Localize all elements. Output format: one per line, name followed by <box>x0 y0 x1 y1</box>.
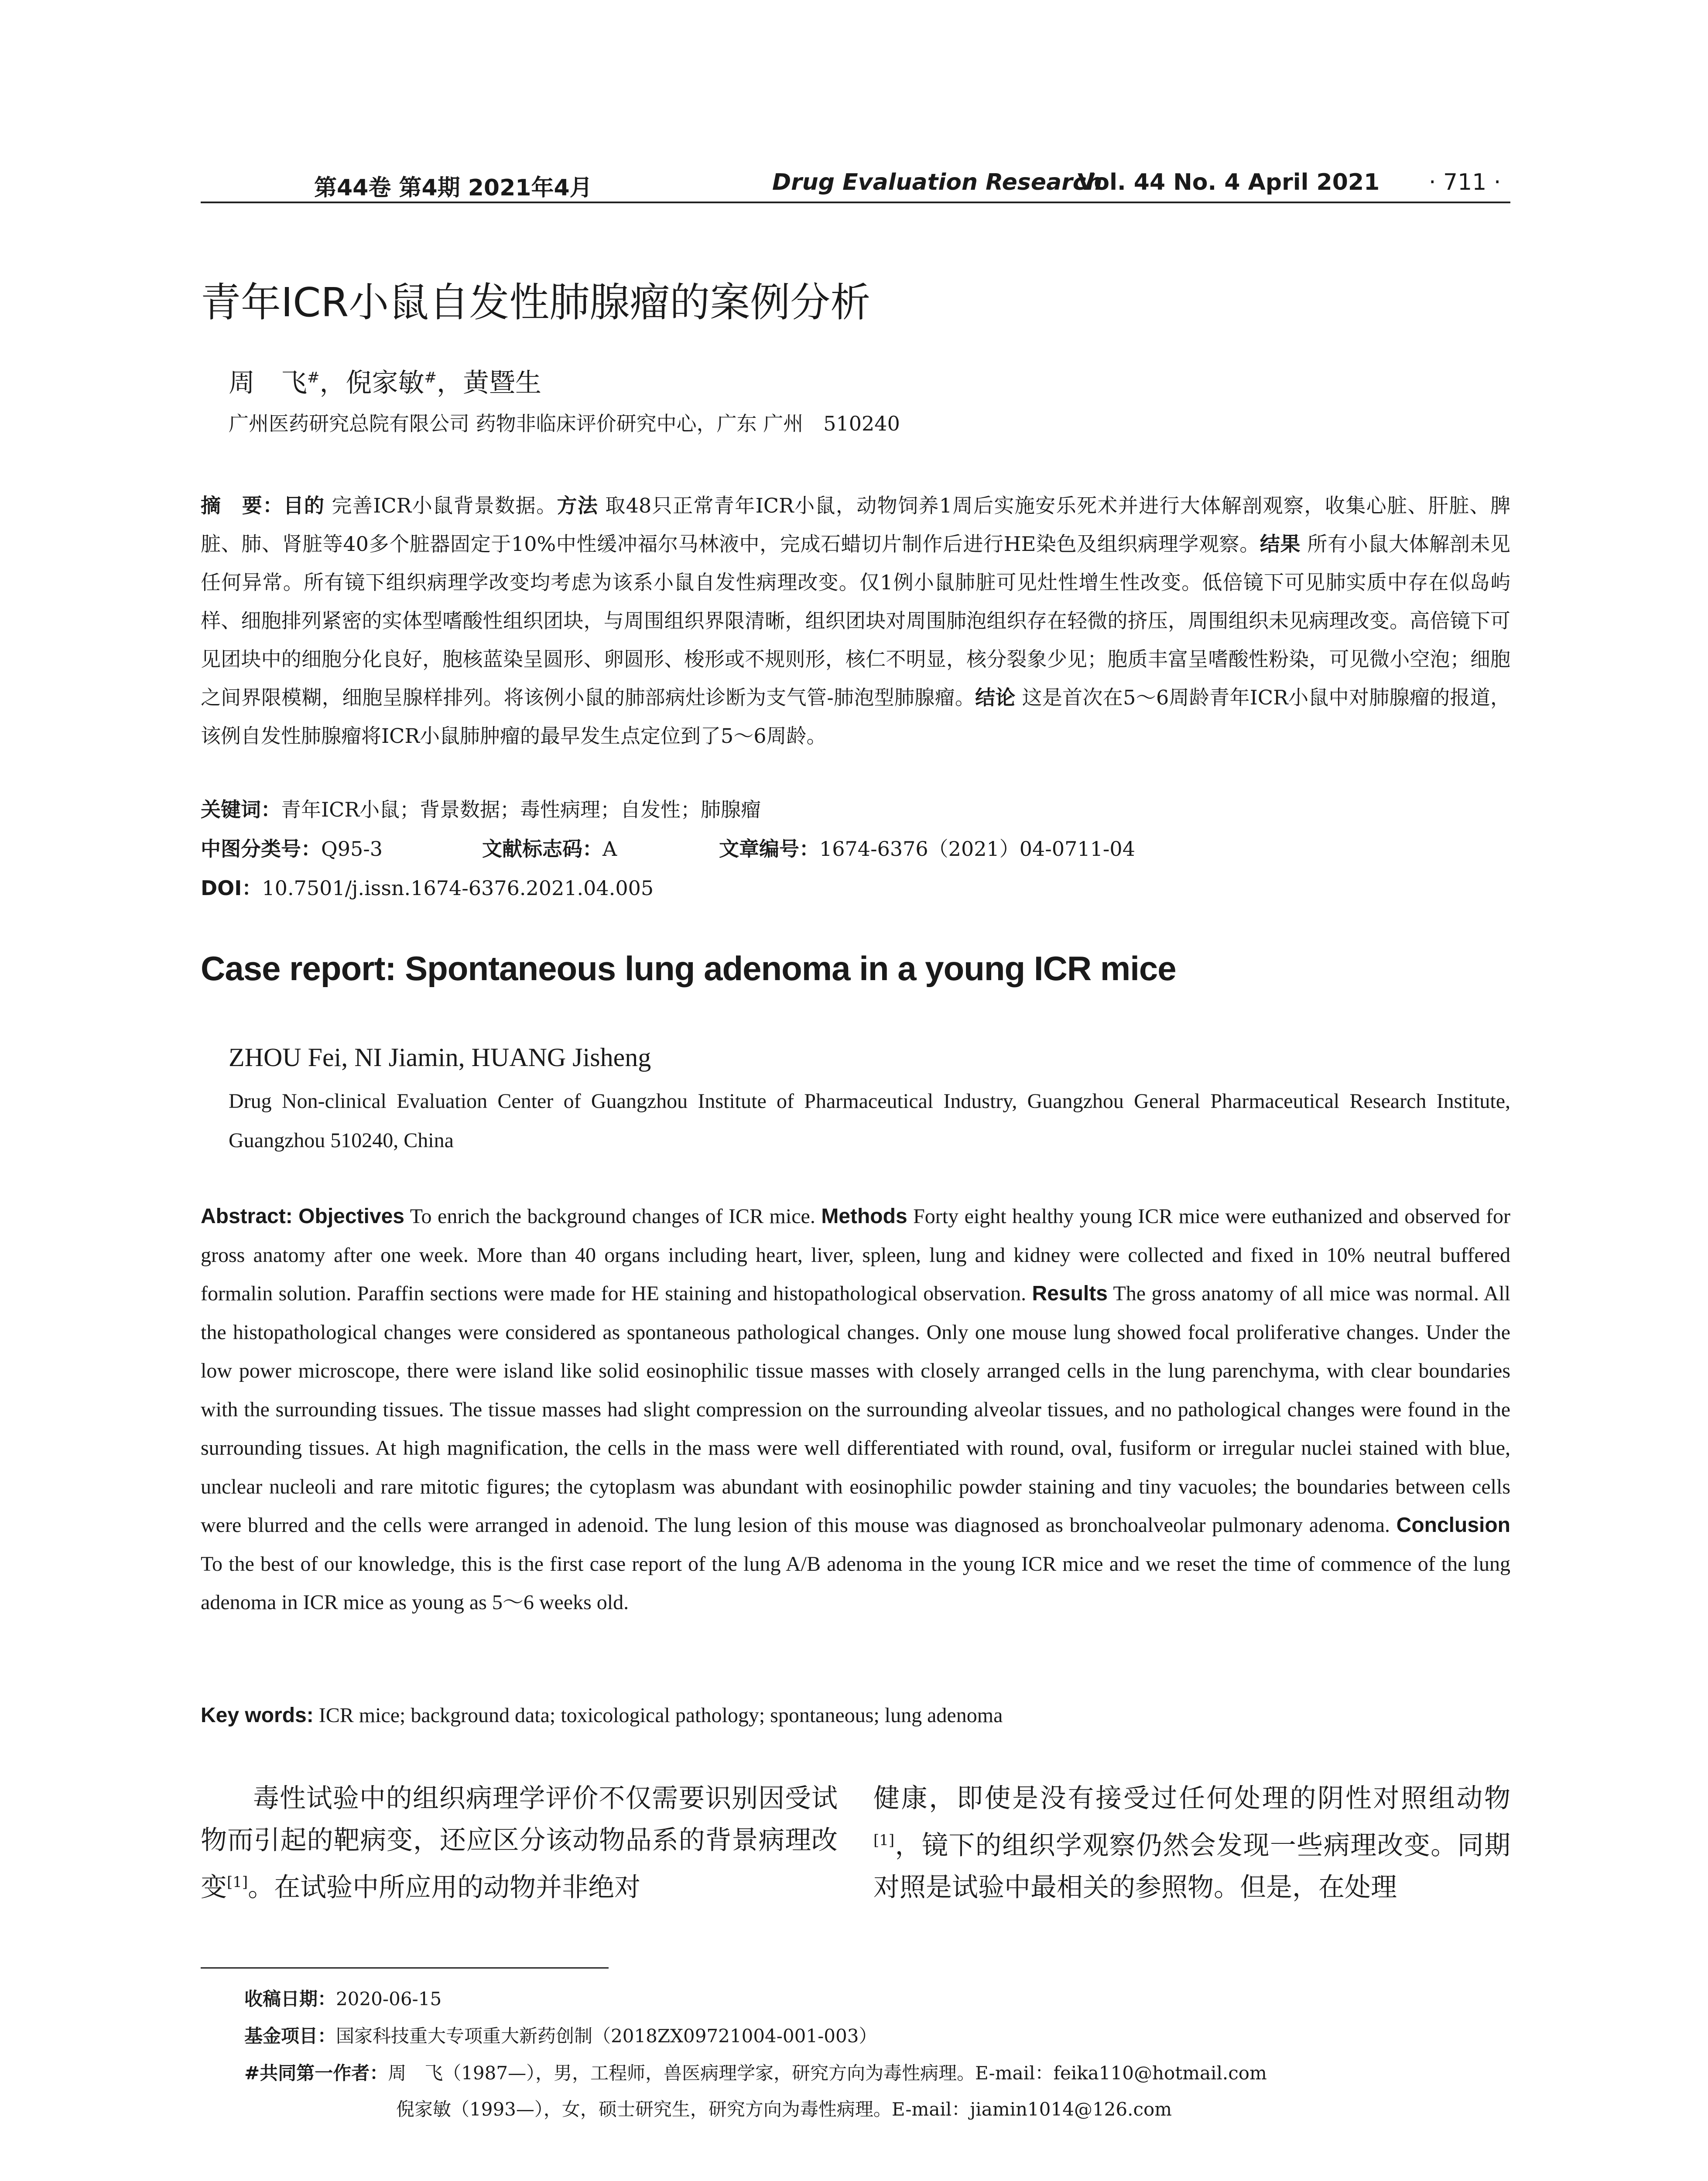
conclusion-label-zh: 结论 <box>975 686 1016 709</box>
methods-label-en: Methods <box>821 1205 907 1228</box>
affiliation-en: Drug Non-clinical Evaluation Center of Guangzhou Institute of Pharmaceutical Industry, Guangzhou General Pharmaceutical Research Institute, Guangzhou 510240, China <box>229 1090 1510 1152</box>
body-right-text-cont: ，镜下的组织学观察仍然会发现一些病理改变。同期对照是试验中最相关的参照物。但是，在处理 <box>873 1830 1510 1903</box>
methods-text-zh: 取48只正常青年ICR小鼠，动物饲养1周后实施安乐死术并进行大体解剖观察，收集心脏、肝脏、脾脏、肺、肾脏等40多个脏器固定于10%中性缓冲福尔马林液中，完成石蜡切片制作后进行HE染色及组织病理学观察。 <box>201 494 1511 556</box>
doc-code <box>482 833 617 862</box>
results-text-zh: 所有小鼠大体解剖未见任何异常。所有镜下组织病理学改变均考虑为该系小鼠自发性病理改变。仅1例小鼠肺脏可见灶性增生性改变。低倍镜下可见肺实质中存在似岛屿样、细胞排列紧密的实体型嗜酸性组织团块，与周围组织界限清晰，组织团块对周围肺泡组织存在轻微的挤压，周围组织未见病理改变。高倍镜下可见团块中的细胞分化良好，胞核蓝染呈圆形、卵圆形、梭形或不规则形，核仁不明显，核分裂象少见；胞质丰富呈嗜酸性粉染，可见微小空泡；细胞之间界限模糊，细胞呈腺样排列。将该例小鼠的肺部病灶诊断为支气管-肺泡型肺腺瘤。 <box>201 532 1511 709</box>
doi-row <box>201 872 654 901</box>
body-column-left <box>201 1778 838 1908</box>
header-rule <box>201 202 1510 203</box>
article-label: 文章编号： <box>719 837 819 861</box>
conclusion-label-en: Conclusion <box>1396 1514 1510 1537</box>
body-left-text-cont: 。在试验中所应用的动物并非绝对 <box>248 1872 641 1903</box>
abstract-zh-label: 摘 要： <box>201 494 284 517</box>
fund-label: 基金项目： <box>244 2025 336 2047</box>
co-first-mark: # <box>307 369 320 386</box>
footnote-received <box>244 1985 442 2011</box>
header-volume-en: Vol. 44 No. 4 April 2021 <box>1078 169 1380 195</box>
methods-text-en: Forty eight healthy young ICR mice were euthanized and observed for gross anatomy after one week. More than 40 organs including heart, liver, spleen, lung and kidney were collected and fixed in 10% neutral buffered formalin solution. Paraffin sections were made for HE staining and histopathological observation. <box>201 1205 1511 1305</box>
coauthor-label: #共同第一作者： <box>244 2062 388 2084</box>
article-value: 1674-6376（2021）04-0711-04 <box>819 837 1135 861</box>
body-column-right <box>873 1778 1510 1908</box>
title-en: Case report: Spontaneous lung adenoma in a young ICR mice <box>201 949 1176 988</box>
footnote-coauthor-2: 倪家敏（1993—），女，硕士研究生，研究方向为毒性病理。E-mail：jiamin1014@126.com <box>396 2099 1172 2120</box>
title-zh: 青年ICR小鼠自发性肺腺瘤的案例分析 <box>201 279 871 326</box>
article-number <box>719 833 1135 862</box>
received-label: 收稿日期： <box>244 1988 336 2010</box>
abstract-en-label: Abstract: <box>201 1205 293 1228</box>
doi-label: DOI： <box>201 876 262 900</box>
abstract-en <box>201 1197 1510 1622</box>
keywords-zh-label: 关键词： <box>201 798 281 821</box>
doi-value: 10.7501/j.issn.1674-6376.2021.04.005 <box>262 876 654 900</box>
objective-label-zh: 目的 <box>283 494 325 517</box>
affiliation-zh: 广州医药研究总院有限公司 药物非临床评价研究中心，广东 广州 510240 <box>229 412 900 435</box>
abstract-zh <box>201 486 1510 755</box>
body-left-text: 毒性试验中的组织病理学评价不仅需要识别因受试物而引起的靶病变，还应区分该动物品系的背景病理改变 <box>201 1783 838 1903</box>
keywords-en-text: ICR mice; background data; toxicological pathology; spontaneous; lung adenoma <box>318 1704 1003 1727</box>
footnote-fund <box>244 2022 877 2048</box>
received-date: 2020-06-15 <box>336 1988 442 2010</box>
conclusion-text-en: To the best of our knowledge, this is the first case report of the lung A/B adenoma in the young ICR mice and we reset the time of commence of the lung adenoma in ICR mice as young as 5～6 weeks old. <box>201 1552 1510 1614</box>
body-right-text: 健康，即使是没有接受过任何处理的阴性对照组动物 <box>873 1783 1510 1814</box>
clc-label: 中图分类号： <box>201 837 321 861</box>
header-page-number: · 711 · <box>1429 169 1501 195</box>
coauthor-1: 周 飞（1987—），男，工程师，兽医病理学家，研究方向为毒性病理。E-mail：feika110@hotmail.com <box>388 2062 1267 2084</box>
clc-value: Q95-3 <box>321 837 383 861</box>
author-separator: ， <box>437 368 463 398</box>
author-zh-2: 倪家敏 <box>346 368 424 398</box>
citation-ref: [1] <box>227 1873 248 1891</box>
header-journal: Drug Evaluation Research <box>772 169 1102 195</box>
footnote-rule <box>201 1967 609 1969</box>
keywords-zh-text: 青年ICR小鼠；背景数据；毒性病理；自发性；肺腺瘤 <box>281 798 761 821</box>
author-zh-3: 黄暨生 <box>463 368 541 398</box>
results-label-zh: 结果 <box>1260 532 1301 556</box>
objectives-label-en: Objectives <box>298 1205 404 1228</box>
fund-text: 国家科技重大专项重大新药创制（2018ZX09721004-001-003） <box>336 2025 877 2047</box>
co-first-mark: # <box>424 369 437 386</box>
results-label-en: Results <box>1032 1282 1108 1305</box>
doc-label: 文献标志码： <box>482 837 602 861</box>
classification-row <box>201 833 383 862</box>
author-separator: ， <box>319 368 346 398</box>
keywords-zh <box>201 794 761 823</box>
keywords-en <box>201 1703 1003 1727</box>
keywords-en-label: Key words: <box>201 1704 314 1727</box>
authors-en: ZHOU Fei, NI Jiamin, HUANG Jisheng <box>229 1043 651 1072</box>
results-text-en: The gross anatomy of all mice was normal. All the histopathological changes were considered as spontaneous pathological changes. Only one mouse lung showed focal proliferative changes. Under the low power microscope, there were island like solid eosinophilic tissue masses with closely arranged cells in the lung parenchyma, with clear boundaries with the surrounding tissues. The tissue masses had slight compression on the surrounding alveolar tissues, and no pathological changes were found in the surrounding tissues. At high magnification, the cells in the mass were well differentiated with round, oval, fusiform or irregular nuclei stained with blue, unclear nucleoli and rare mitotic figures; the cytoplasm was abundant with eosinophilic powder staining and tiny vacuoles; the boundaries between cells were blurred and the cells were arranged in adenoid. The lung lesion of this mouse was diagnosed as bronchoalveolar pulmonary adenoma. <box>201 1282 1511 1537</box>
citation-ref: [1] <box>873 1832 895 1849</box>
methods-label-zh: 方法 <box>557 494 599 517</box>
objective-text-zh: 完善ICR小鼠背景数据。 <box>332 494 557 517</box>
footnote-coauthor <box>244 2059 1267 2085</box>
authors-zh <box>229 362 541 400</box>
doc-value: A <box>602 837 617 861</box>
header-volume-zh: 第44卷 第4期 2021年4月 <box>314 175 592 201</box>
author-zh-1: 周 飞 <box>229 368 307 398</box>
conclusion-text-zh: 这是首次在5～6周龄青年ICR小鼠中对肺腺瘤的报道，该例自发性肺腺瘤将ICR小鼠肺肿瘤的最早发生点定位到了5～6周龄。 <box>201 686 1510 748</box>
objectives-text-en: To enrich the background changes of ICR mice. <box>410 1205 815 1228</box>
